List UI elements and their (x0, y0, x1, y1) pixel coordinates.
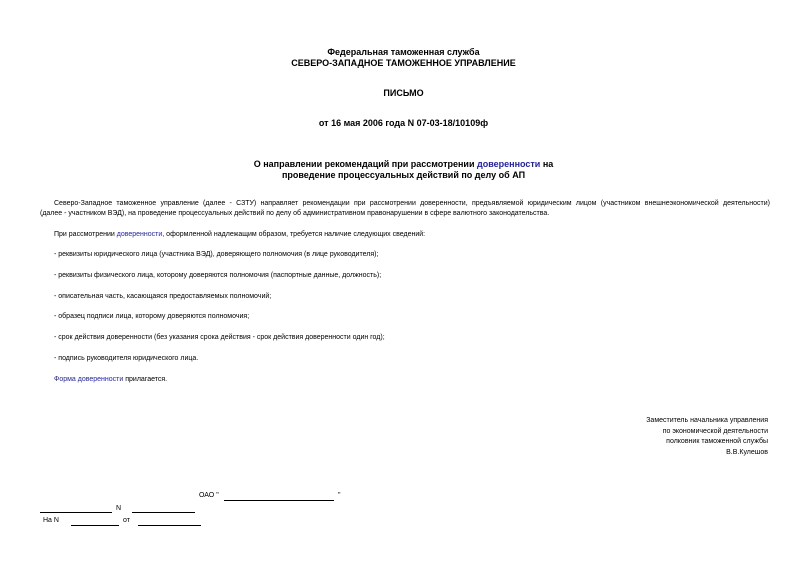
list-item: - образец подписи лица, которому доверяются полномочия; (54, 313, 250, 320)
ooo-name-line (224, 500, 334, 501)
form-link[interactable]: Форма доверенности (54, 376, 124, 383)
reference-date-line (138, 525, 201, 526)
doc-title-line1 (0, 159, 807, 170)
req-text-after: , оформленной надлежащим образом, требуется наличие следующих сведений: (162, 231, 426, 238)
signature-rank: полковник таможенной службы (666, 438, 768, 445)
signature-department: по экономической деятельности (662, 427, 768, 435)
outgoing-date-line (40, 512, 112, 513)
req-power-of-attorney-link[interactable]: доверенности (116, 231, 163, 238)
title-text-before: О направлении рекомендаций при рассмотрении (253, 159, 477, 169)
header-dept: СЕВЕРО-ЗАПАДНОЕ ТАМОЖЕННОЕ УПРАВЛЕНИЕ (291, 58, 516, 68)
signature-position: Заместитель начальника управления (646, 417, 768, 424)
reference-number-label: На N (43, 517, 59, 524)
signature-name: В.В.Кулешов (726, 448, 768, 456)
form-text-after: прилагается. (123, 376, 168, 383)
requirements-intro (54, 230, 425, 240)
signature-block (560, 416, 768, 458)
title-text-after: на (540, 159, 554, 169)
list-item: - реквизиты юридического лица (участника ВЭД), доверяющего полномочия (в лице руководителя); (54, 251, 379, 258)
ooo-close-quote: " (338, 492, 341, 499)
doc-type: ПИСЬМО (383, 88, 424, 98)
list-item: - реквизиты физического лица, которому доверяются полномочия (паспортные данные, должность); (54, 272, 382, 279)
req-text-before: При рассмотрении (54, 231, 117, 238)
outgoing-number-line (132, 512, 195, 513)
ooo-label: ОАО " (199, 492, 219, 499)
list-item: - срок действия доверенности (без указания срока действия - срок действия доверенности один год); (54, 334, 385, 341)
header-org: Федеральная таможенная служба (327, 47, 480, 57)
doc-date-number: от 16 мая 2006 года N 07-03-18/10109ф (318, 118, 489, 128)
doc-title-line2: проведение процессуальных действий по делу об АП (281, 170, 526, 180)
title-power-of-attorney-link[interactable]: доверенности (477, 159, 541, 169)
list-item: - подпись руководителя юридического лица. (54, 355, 199, 362)
intro-line2: (далее - участником ВЭД), на проведение процессуальных действий по делу об административном правонарушении в сфере валютного законодательства. (40, 210, 550, 217)
form-attached-line (54, 375, 167, 385)
reference-number-line (71, 525, 119, 526)
intro-line1: Северо-Западное таможенное управление (далее - СЗТУ) направляет рекомендации при рассмотрении доверенности, предъявляемой юридическим лицом (участником внешнеэкономической деятельности) (54, 200, 770, 207)
reference-date-label: от (123, 517, 130, 524)
number-label: N (116, 505, 122, 512)
list-item: - описательная часть, касающаяся предоставляемых полномочий; (54, 293, 272, 300)
